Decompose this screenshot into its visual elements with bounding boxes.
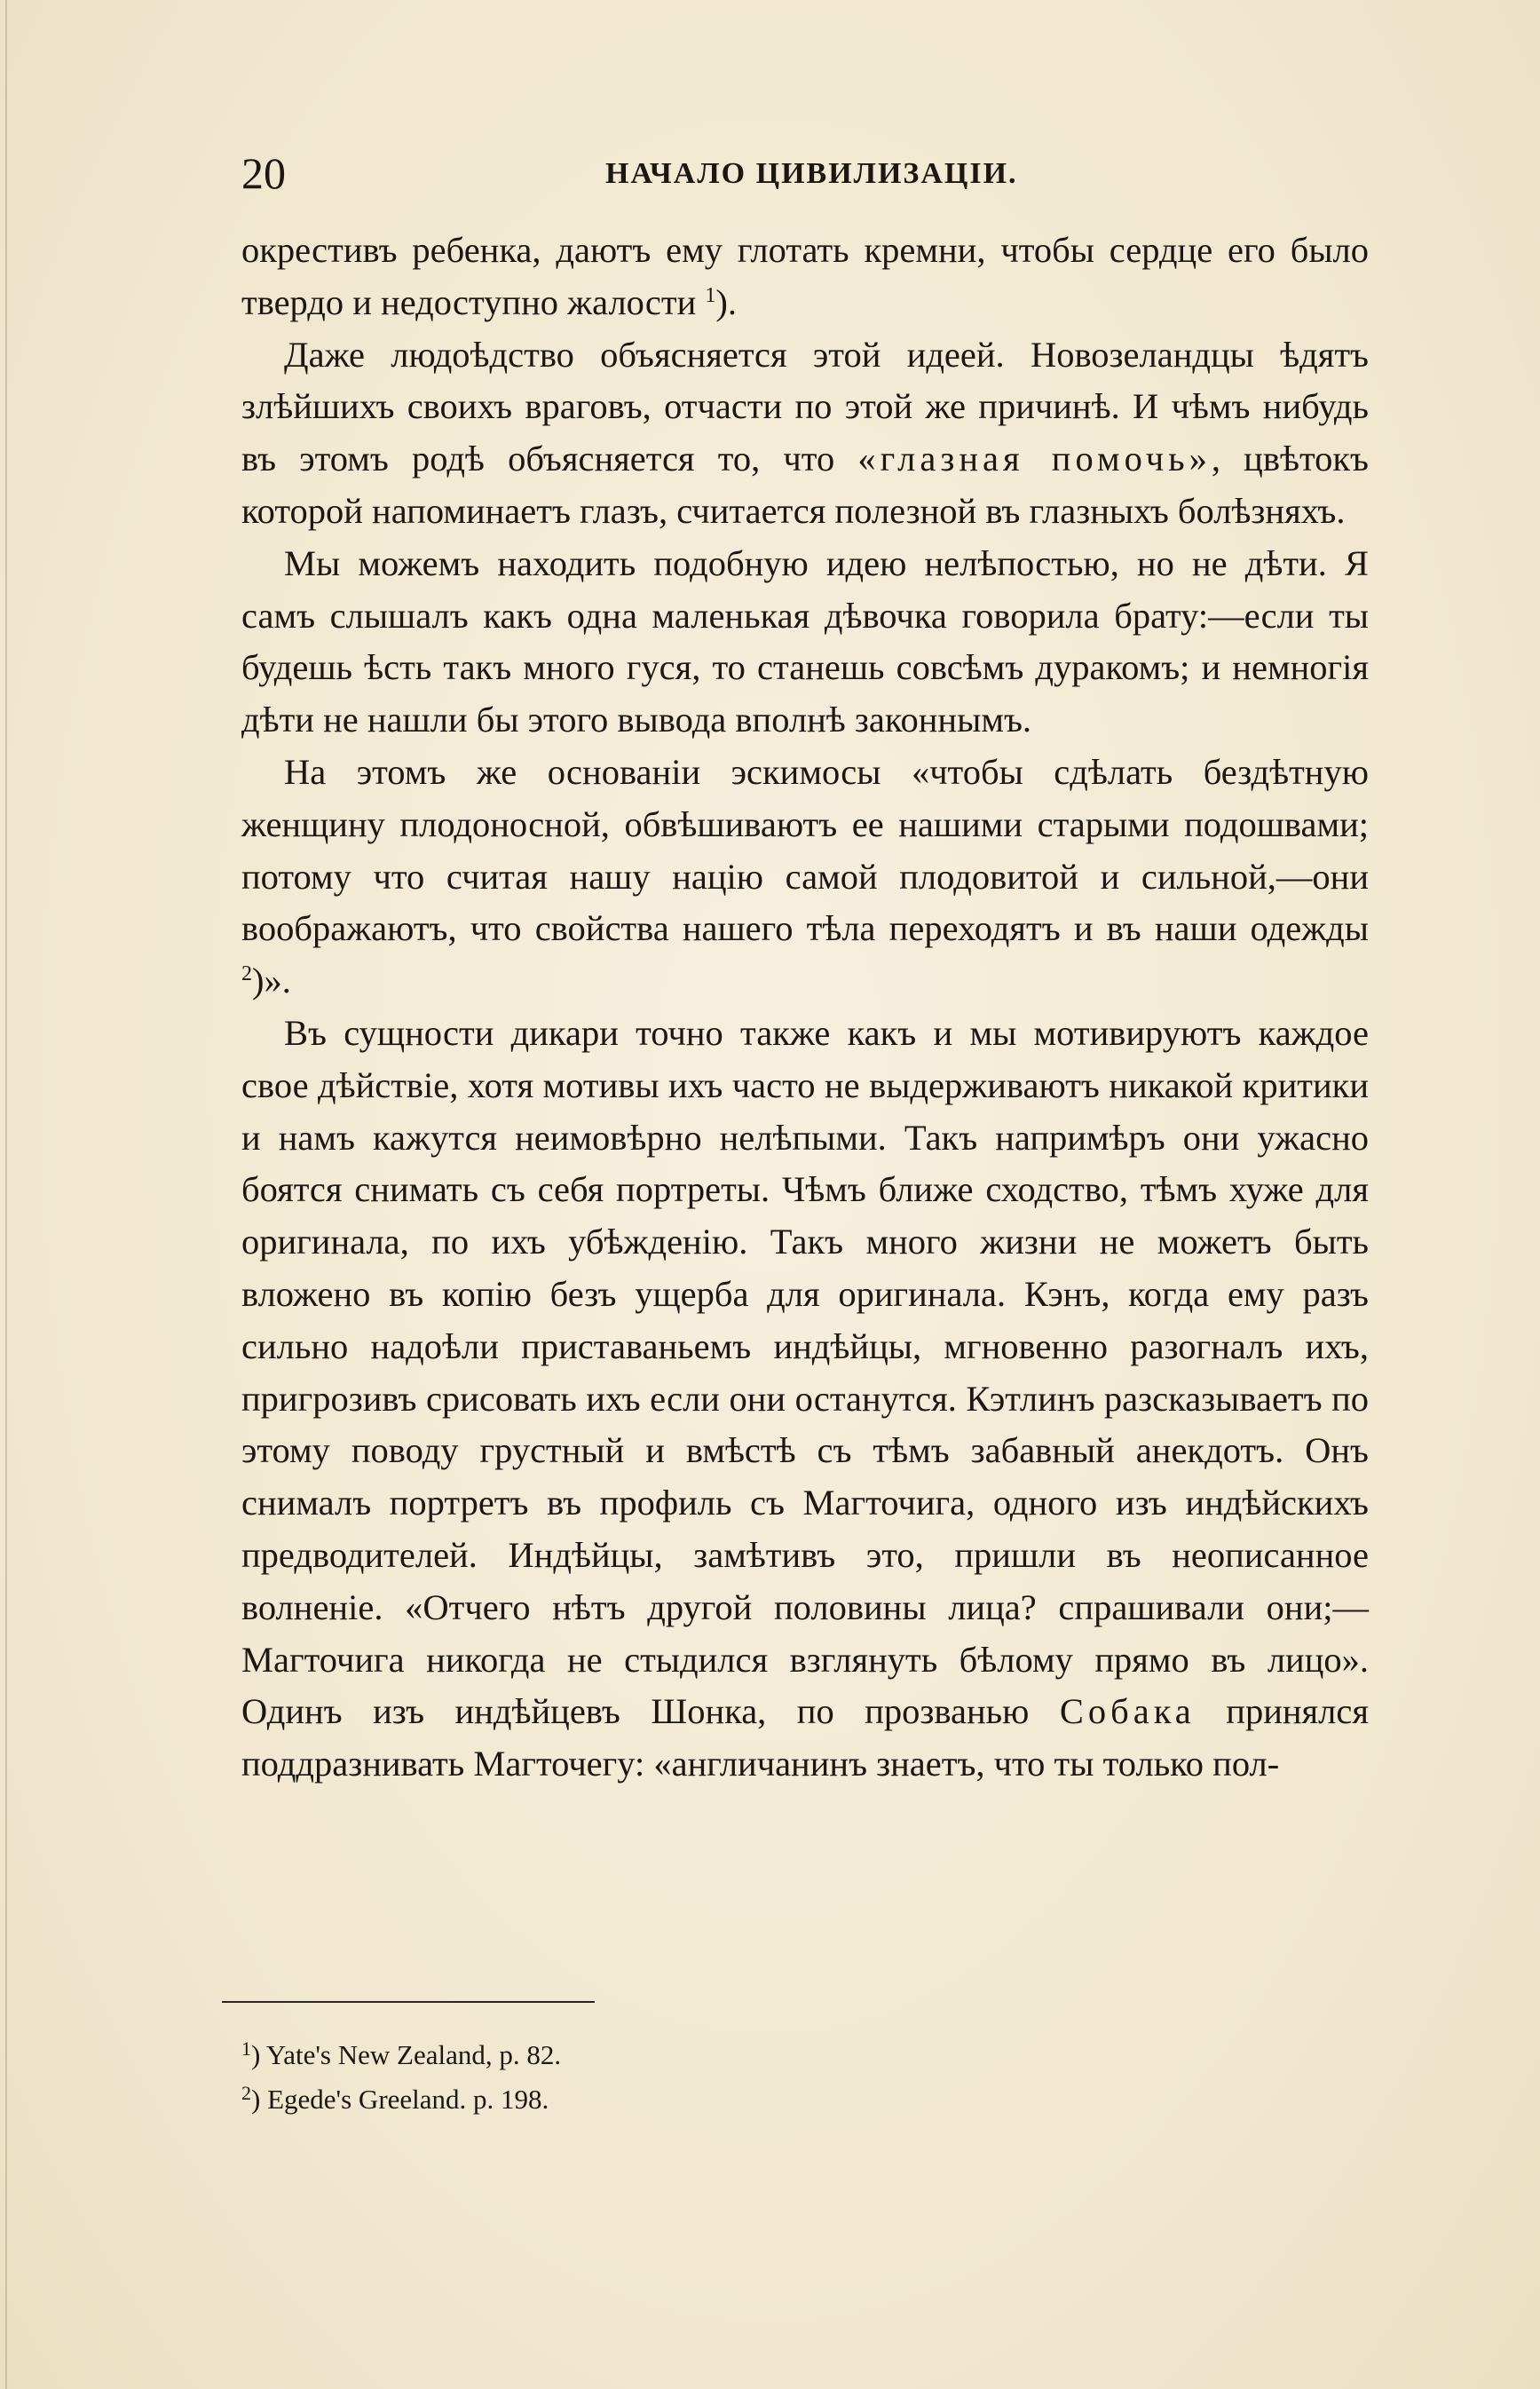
- spaced-name-sobaka: Собака: [1059, 1691, 1196, 1732]
- page-number: 20: [241, 148, 286, 198]
- paragraph-2-text-b: , цвѣтокъ которой напоминаетъ глазъ, считается полезной въ глазныхъ болѣзняхъ.: [241, 439, 1370, 531]
- footnote-2-mark: 2: [241, 2082, 251, 2104]
- paragraph-4-text: На этомъ же основаніи эскимосы «чтобы сдѣлать бездѣтную женщину плодоносной, обвѣшиваютъ ее нашими старыми подошвами; потому что считая нашу націю самой плодовитой и сильной,—они воображаютъ, что свойства нашего тѣла переходятъ и въ наши одежды: [241, 751, 1369, 949]
- footnote-ref-2: 2: [241, 962, 252, 986]
- page-header: [241, 142, 1369, 204]
- paragraph-1-tail: ).: [715, 281, 738, 322]
- paragraph-5: [241, 1008, 1369, 1791]
- footnote-1-text: ) Yate's New Zealand, p. 82.: [251, 2039, 562, 2070]
- running-title: НАЧАЛО ЦИВИЛИЗАЦІИ.: [605, 157, 1018, 190]
- paragraph-1-text: окрестивъ ребенка, даютъ ему глотать кремни, чтобы сердце его было твердо и недоступно жалости: [241, 230, 1369, 322]
- paragraph-2: [241, 329, 1369, 538]
- footnote-2-text: ) Egede's Greeland. p. 198.: [251, 2084, 549, 2115]
- paragraph-2-text-a: Даже людоѣдство объясняется этой идеей. Новозеландцы ѣдятъ злѣйшихъ своихъ враговъ, отчасти по этой же причинѣ. И чѣмъ нибудь въ этомъ родѣ объясняется то, что: [241, 334, 1369, 479]
- paragraph-3: Мы можемъ находить подобную идею нелѣпостью, но не дѣти. Я самъ слышалъ какъ одна маленькая дѣвочка говорила брату:—если ты будешь ѣсть такъ много гуся, то станешь совсѣмъ дуракомъ; и немногія дѣти не нашли бы этого вывода вполнѣ законнымъ.: [241, 542, 1369, 740]
- body-text: [241, 225, 1369, 1791]
- paragraph-5-text-a: Въ сущности дикари точно также какъ и мы мотивируютъ каждое свое дѣйствіе, хотя мотивы ихъ часто не выдерживаютъ никакой критики и намъ кажутся неимовѣрно нелѣпыми. Такъ напримѣръ они ужасно боятся снимать съ себя портреты. Чѣмъ ближе сходство, тѣмъ хуже для оригинала, по ихъ убѣжденію. Такъ много жизни не можетъ быть вложено въ копію безъ ущерба для оригинала. Кэнъ, когда ему разъ сильно надоѣли приставаньемъ индѣйцы, мгновенно разогналъ ихъ, пригрозивъ срисовать ихъ если они останутся. Кэтлинъ разсказываетъ по этому поводу грустный и вмѣстѣ съ тѣмъ забавный анекдотъ. Онъ снималъ портретъ въ профиль съ Магточига, одного изъ индѣйскихъ предводителей. Индѣйцы, замѣтивъ это, пришли въ неописанное волненіе. «Отчего нѣтъ другой половины лица? спрашивали они;—Магточига никогда не стыдился взглянуть бѣлому прямо въ лицо». Одинъ изъ индѣйцевъ Шонка, по прозванью: [241, 1012, 1369, 1732]
- footnote-ref-1: 1: [705, 283, 716, 307]
- page-edge-line: [5, 0, 7, 2389]
- footnote-2: [241, 2077, 1129, 2122]
- footnote-rule: [222, 2001, 595, 2003]
- paragraph-4-tail: )».: [252, 961, 291, 1001]
- paragraph-4: [241, 747, 1369, 1008]
- footnote-1: [241, 2033, 1129, 2077]
- spaced-term-glaznaya-pomoch: «глазная помочь»: [857, 439, 1212, 479]
- footnote-1-mark: 1: [241, 2037, 251, 2060]
- paragraph-1: [241, 225, 1369, 329]
- paragraph-5-text-b: принялся поддразнивать Магточегу: «англичанинъ знаетъ, что ты только пол-: [241, 1691, 1369, 1784]
- footnotes: [241, 2033, 1129, 2122]
